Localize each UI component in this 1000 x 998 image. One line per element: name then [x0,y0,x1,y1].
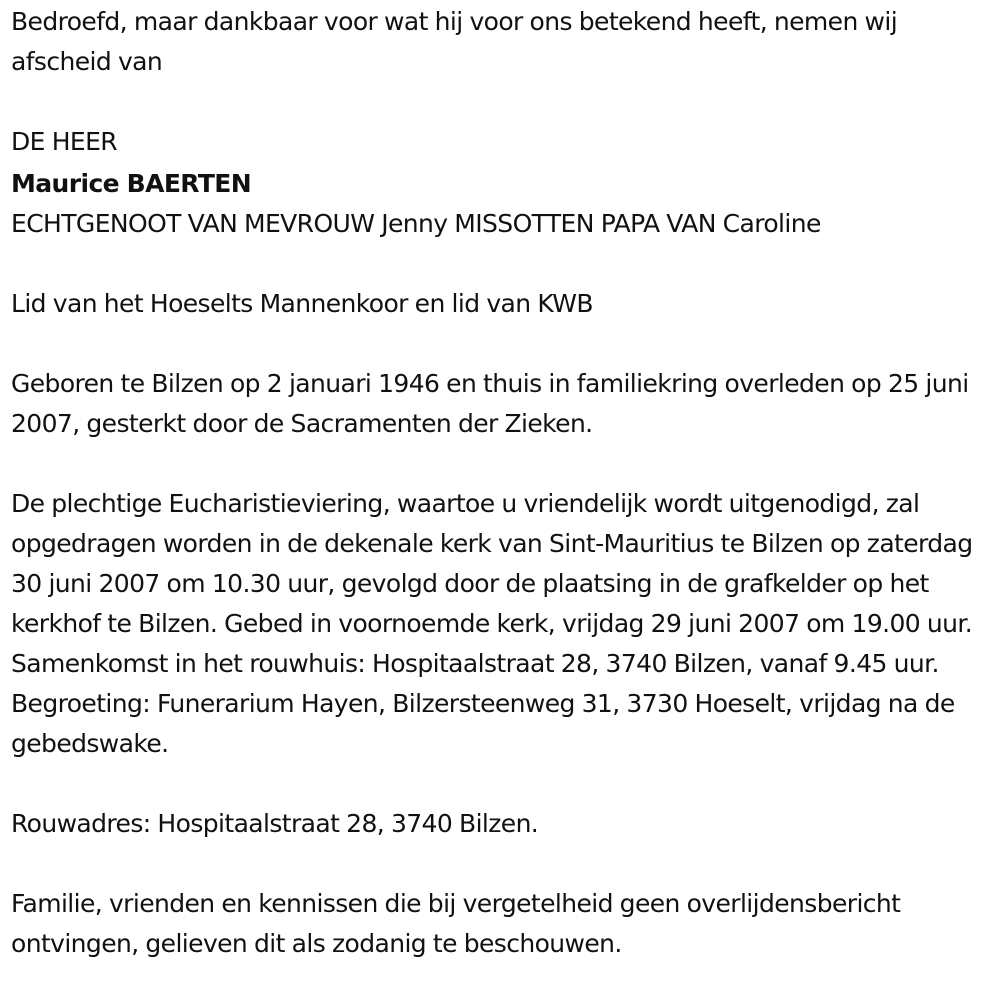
spacer [11,324,996,364]
mourning-address: Rouwadres: Hospitaalstraat 28, 3740 Bilzen. [11,809,539,838]
title-prefix: DE HEER [11,127,118,156]
spacer [11,444,996,484]
spacer [11,82,996,122]
closing-text: Familie, vrienden en kennissen die bij vergetelheid geen overlijdensbericht ontvingen, gelieven dit als zodanig te beschouwen. [11,889,901,958]
memberships-text: Lid van het Hoeselts Mannenkoor en lid van KWB [11,289,593,318]
spacer [11,844,996,884]
deceased-name: Maurice BAERTEN [11,169,252,198]
ceremony-text: De plechtige Eucharistieviering, waartoe u vriendelijk wordt uitgenodigd, zal opgedragen worden in de dekenale kerk van Sint-Mauritius te Bilzen op zaterdag 30 juni 2007 om 10.30 uur, gevolgd door de plaatsing in de grafkelder op het kerkhof te Bilzen. Gebed in voornoemde kerk, vrijdag 29 juni 2007 om 19.00 uur. Samenkomst in het rouwhuis: Hospitaalstraat 28, 3740 Bilzen, vanaf 9.45 uur. Begroeting: Funerarium Hayen, Bilzersteenweg 31, 3730 Hoeselt, vrijdag na de gebedswake. [11,489,973,758]
obituary-notice [11,2,996,964]
family-relations: ECHTGENOOT VAN MEVROUW Jenny MISSOTTEN PAPA VAN Caroline [11,209,821,238]
spacer [11,764,996,804]
birth-death-text: Geboren te Bilzen op 2 januari 1946 en thuis in familiekring overleden op 25 juni 2007, gesterkt door de Sacramenten der Zieken. [11,369,969,438]
spacer [11,244,996,284]
intro-text: Bedroefd, maar dankbaar voor wat hij voor ons betekend heeft, nemen wij afscheid van [11,7,898,76]
